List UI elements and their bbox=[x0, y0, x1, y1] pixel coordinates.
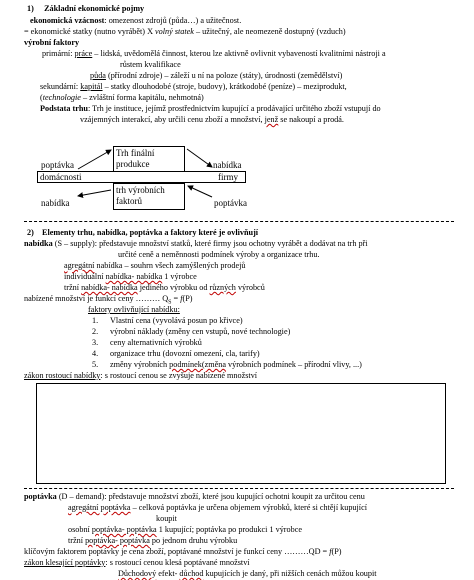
factor-2-text: výrobní náklady (změny cen vstupů, nové technologie) bbox=[110, 327, 291, 336]
factor-3: 3. bbox=[92, 338, 99, 347]
supply-bottom-left: nabídka bbox=[41, 198, 70, 208]
arrow-demand-to-market bbox=[78, 150, 111, 169]
market-demand: tržní poptávka- poptávka po jednom druhu výrobku bbox=[68, 536, 238, 545]
section-divider bbox=[24, 221, 454, 222]
income-effect: Důchodový efekt- důchod kupujících je daný, při nižších cenách můžou koupit bbox=[118, 569, 377, 578]
demand-function: klíčovým faktorem poptávky je cena zboží, poptávané množství je funkcí ceny ………QD = f(P) bbox=[24, 547, 342, 556]
demand-definition: poptávka (D – demand): představuje množství zboží, které jsou kupující ochotni koupit za určitou cenu bbox=[24, 492, 365, 501]
supply-top-right: nabídka bbox=[213, 160, 242, 170]
market-supply: tržní nabídka- nabídka jediného výrobku od různých výrobců bbox=[64, 283, 265, 292]
supply-definition-continued: určité ceně a neměnnosti podmínek výroby a organizace trhu. bbox=[118, 250, 320, 259]
factor-4-text: organizace trhu (dovozní omezení, cla, tarify) bbox=[110, 349, 260, 358]
demand-bottom-right: poptávka bbox=[214, 198, 247, 208]
factor-1-text: Vlastní cena (vyvolává posun po křivce) bbox=[110, 316, 243, 325]
factor-3-text: ceny alternativních výrobků bbox=[110, 338, 202, 347]
factor-5: 5. bbox=[92, 360, 99, 369]
demand-top-left: poptávka bbox=[41, 160, 74, 170]
market-essence-line: Podstata trhu: Trh je instituce, jejímž prostřednictvím kupující a prodávající určitého zboží vstupují do bbox=[40, 104, 381, 113]
secondary-capital-line: sekundární: kapitál – statky dlouhodobé (stroje, budovy), krátkodobé (peníze) – meziprodukt, bbox=[40, 82, 347, 91]
law-of-supply: zákon rostoucí nabídky: s rostoucí cenou se zvyšuje nabízené množství bbox=[24, 371, 258, 380]
land-line: půda (přírodní zdroje) – záleží u ní na poloze (státy), úrodnosti (zemědělství) bbox=[90, 71, 343, 80]
arrow-demand-to-factor-market bbox=[188, 186, 212, 197]
supply-factors-heading: faktory ovlivňující nabídku: bbox=[88, 305, 180, 314]
firms-label: firmy bbox=[218, 172, 238, 182]
technology-line: (technologie – zvláštní forma kapitálu, nehmotná) bbox=[40, 93, 204, 102]
supply-function: nabízené množství je funkcí ceny ……… $Q_S = f(P)$ bbox=[24, 294, 193, 306]
aggregate-demand: agregátní poptávka – celková poptávka je určena objemem výrobků, které si chtějí kupující bbox=[68, 503, 367, 512]
supply-graph-placeholder bbox=[36, 383, 446, 484]
factor-market-label: trh výrobních faktorů bbox=[116, 185, 165, 206]
market-essence-continued: vzájemných interakcí, aby určili cenu zboží a množství, jenž se nakoupí a prodá. bbox=[80, 115, 344, 124]
primary-labour-line: primární: práce – lidská, uvědomělá činnost, kterou lze aktivně ovlivnit vybaveností kvalitními nástroji a bbox=[42, 49, 386, 58]
factor-4: 4. bbox=[92, 349, 99, 358]
factor-1: 1. bbox=[92, 316, 99, 325]
section-number: 1) bbox=[27, 4, 34, 13]
supply-definition: nabídka (S – supply): představuje množství statků, které firmy jsou ochotny vyrábět a dodávat na trh při bbox=[24, 239, 368, 248]
term-scarcity: ekonomická vzácnost bbox=[30, 16, 105, 25]
arrow-market-to-supply bbox=[187, 149, 212, 167]
factors-heading: výrobní faktory bbox=[24, 38, 80, 47]
aggregate-supply: agregátní nabídka – souhrn všech zamýšlených prodejů bbox=[64, 261, 246, 270]
aggregate-demand-continued: koupit bbox=[156, 514, 177, 523]
individual-supply: individuální nabídka- nabídka 1 výrobce bbox=[64, 272, 197, 281]
households-label: domácnosti bbox=[40, 172, 82, 182]
section-title: Základní ekonomické pojmy bbox=[44, 4, 145, 13]
final-product-market-label: Trh finální produkce bbox=[116, 148, 155, 169]
arrow-factor-market-to-supply bbox=[78, 190, 111, 196]
labour-continued: růstem kvalifikace bbox=[120, 60, 181, 69]
law-of-demand: zákon klesající poptávky: s rostoucí cenou klesá poptávané množství bbox=[24, 558, 250, 567]
section2-heading: 2) Elementy trhu, nabídka, poptávka a faktory které je ovlivňují bbox=[27, 228, 259, 237]
scarcity-line: ekonomická vzácnost: omezenost zdrojů (půda…) a užitečnost. bbox=[30, 16, 242, 25]
factor-2: 2. bbox=[92, 327, 99, 336]
section-divider-2 bbox=[24, 488, 454, 489]
goods-line: = ekonomické statky (nutno vyrábět) X volný statek – užitečný, ale neomezeně dostupný (vzduch) bbox=[24, 27, 346, 36]
factor-5-text: změny výrobních podmínek(změna výrobních podmínek – přírodní vlivy, ...) bbox=[110, 360, 362, 369]
personal-demand: osobní poptávka- poptávka 1 kupující; poptávka po produkci 1 výrobce bbox=[68, 525, 302, 534]
